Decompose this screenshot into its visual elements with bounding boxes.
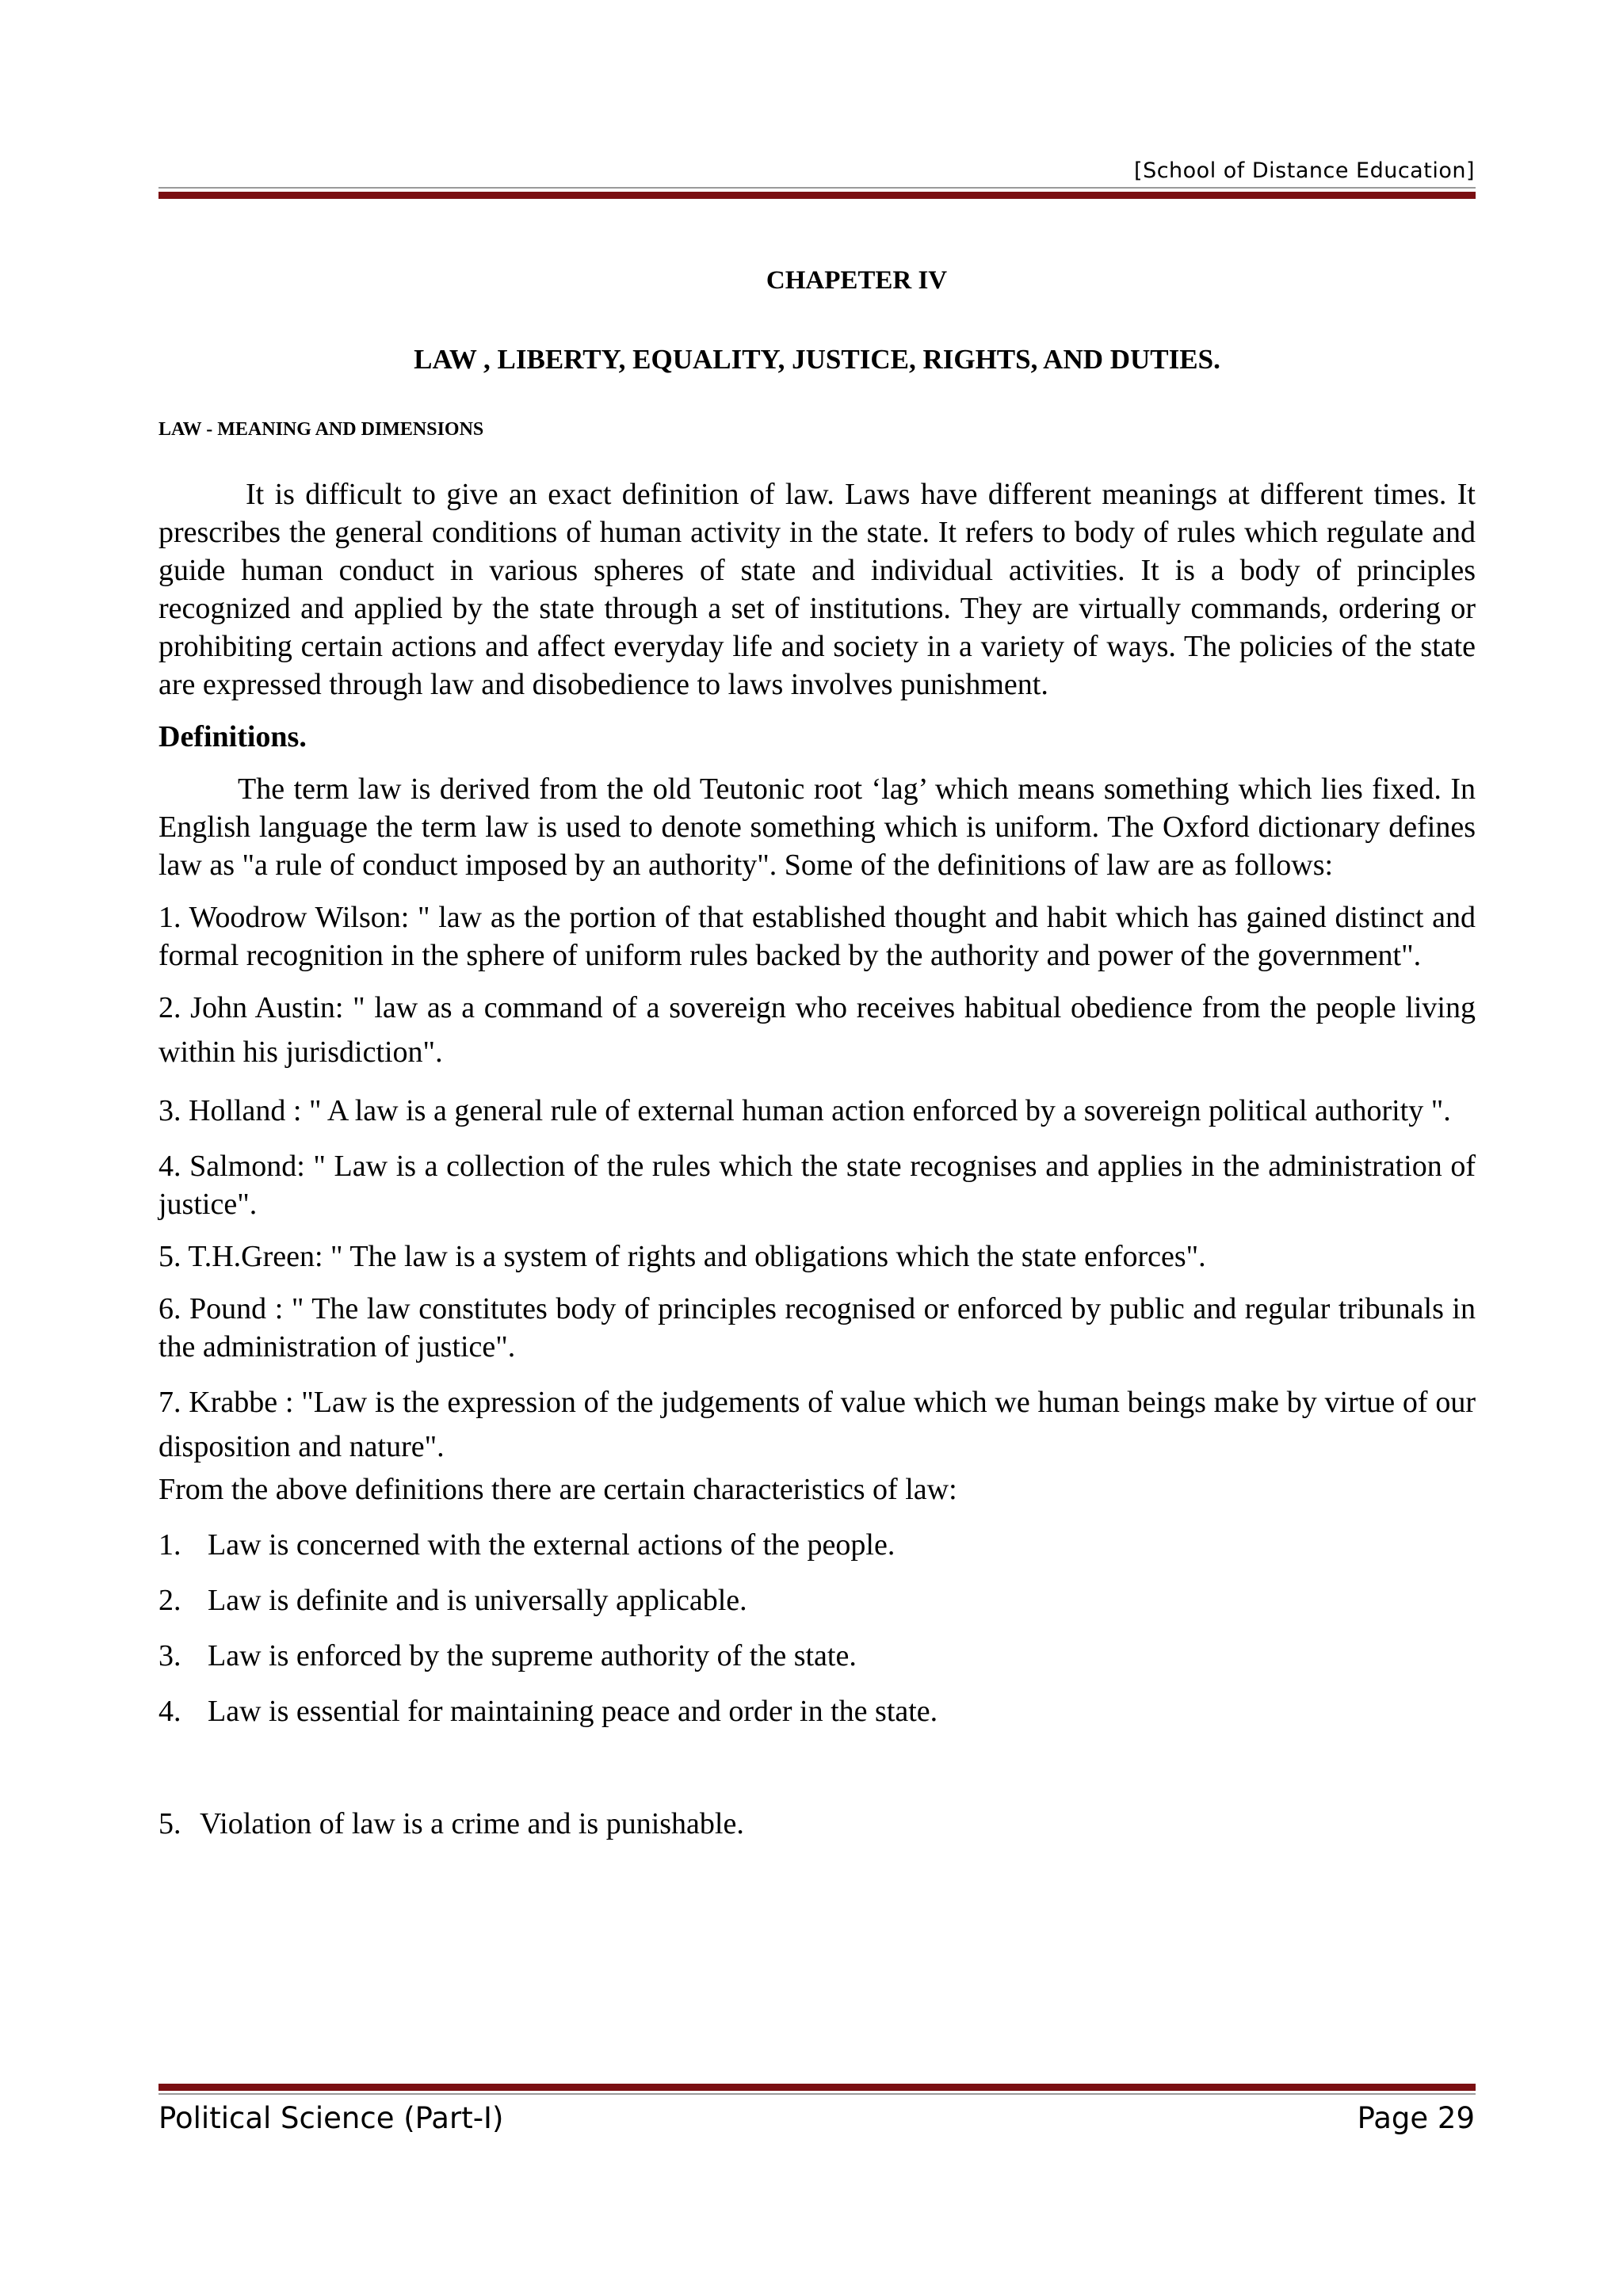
definition-item: 7. Krabbe : "Law is the expression of the judgements of value which we human beings make by virtue of our disposition and nature".: [158, 1386, 1476, 1463]
characteristic-text: Law is definite and is universally applicable.: [208, 1584, 747, 1617]
definitions-intro-paragraph: The term law is derived from the old Teutonic root ‘lag’ which means something which lies fixed. In English language the term law is used to denote something which is uniform. The Oxford dictionary defines law as "a rule of conduct imposed by an authority". Some of the definitions of law are as follows:: [158, 772, 1476, 882]
characteristic-item: [158, 1637, 1476, 1675]
characteristic-number: 2.: [158, 1584, 181, 1617]
header-institution: [School of Distance Education]: [1134, 158, 1475, 183]
characteristic-number: 5.: [158, 1807, 181, 1840]
definition-item: 5. T.H.Green: " The law is a system of rights and obligations which the state enforces".: [158, 1240, 1206, 1273]
characteristic-text: Violation of law is a crime and is punishable.: [200, 1807, 744, 1840]
intro-paragraph: It is difficult to give an exact definition of law. Laws have different meanings at different times. It prescribes the general conditions of human activity in the state. It refers to body of rules which regulate and guide human conduct in various spheres of state and individual activities. It is a body of principles recognized and applied by the state through a set of institutions. They are virtually commands, ordering or prohibiting certain actions and affect everyday life and society in a variety of ways. The policies of the state are expressed through law and disobedience to laws involves punishment.: [158, 478, 1476, 701]
characteristic-text: Law is essential for maintaining peace and order in the state.: [208, 1695, 938, 1728]
definition-item: 6. Pound : " The law constitutes body of principles recognised or enforced by public and regular tribunals in the administration of justice".: [158, 1292, 1476, 1363]
definition-item: 1. Woodrow Wilson: " law as the portion of that established thought and habit which has gained distinct and formal recognition in the sphere of uniform rules backed by the authority and power of the government".: [158, 901, 1476, 972]
definition-item: 2. John Austin: " law as a command of a sovereign who receives habitual obedience from the people living within his jurisdiction".: [158, 991, 1476, 1069]
characteristic-number: 3.: [158, 1639, 181, 1672]
header-rule: [158, 192, 1476, 199]
characteristic-item: [158, 1526, 1476, 1564]
characteristic-text: Law is enforced by the supreme authority of the state.: [208, 1639, 857, 1672]
characteristic-item: [158, 1581, 1476, 1619]
page-content: [158, 261, 1476, 1843]
characteristic-text: Law is concerned with the external actions of the people.: [208, 1528, 896, 1562]
footer-rule-thin: [158, 2093, 1476, 2095]
chapter-title: LAW , LIBERTY, EQUALITY, JUSTICE, RIGHTS, AND DUTIES.: [414, 344, 1220, 375]
characteristics-intro: From the above definitions there are certain characteristics of law:: [158, 1473, 957, 1506]
section-heading: LAW - MEANING AND DIMENSIONS: [158, 419, 484, 440]
definition-item: 3. Holland : " A law is a general rule of external human action enforced by a sovereign political authority ".: [158, 1094, 1451, 1127]
characteristic-number: 1.: [158, 1528, 181, 1562]
chapter-label: CHAPETER IV: [766, 266, 948, 295]
characteristic-item: [158, 1692, 1476, 1730]
characteristic-number: 4.: [158, 1695, 181, 1728]
footer-rule: [158, 2084, 1476, 2091]
footer-course: Political Science (Part-I): [158, 2101, 504, 2135]
header-rule-thin: [158, 187, 1476, 189]
footer-page-number: Page 29: [1357, 2101, 1475, 2135]
definition-item: 4. Salmond: " Law is a collection of the rules which the state recognises and applies in the administration of justice".: [158, 1150, 1476, 1221]
characteristic-item: [158, 1805, 1476, 1843]
definitions-heading: Definitions.: [158, 720, 307, 753]
